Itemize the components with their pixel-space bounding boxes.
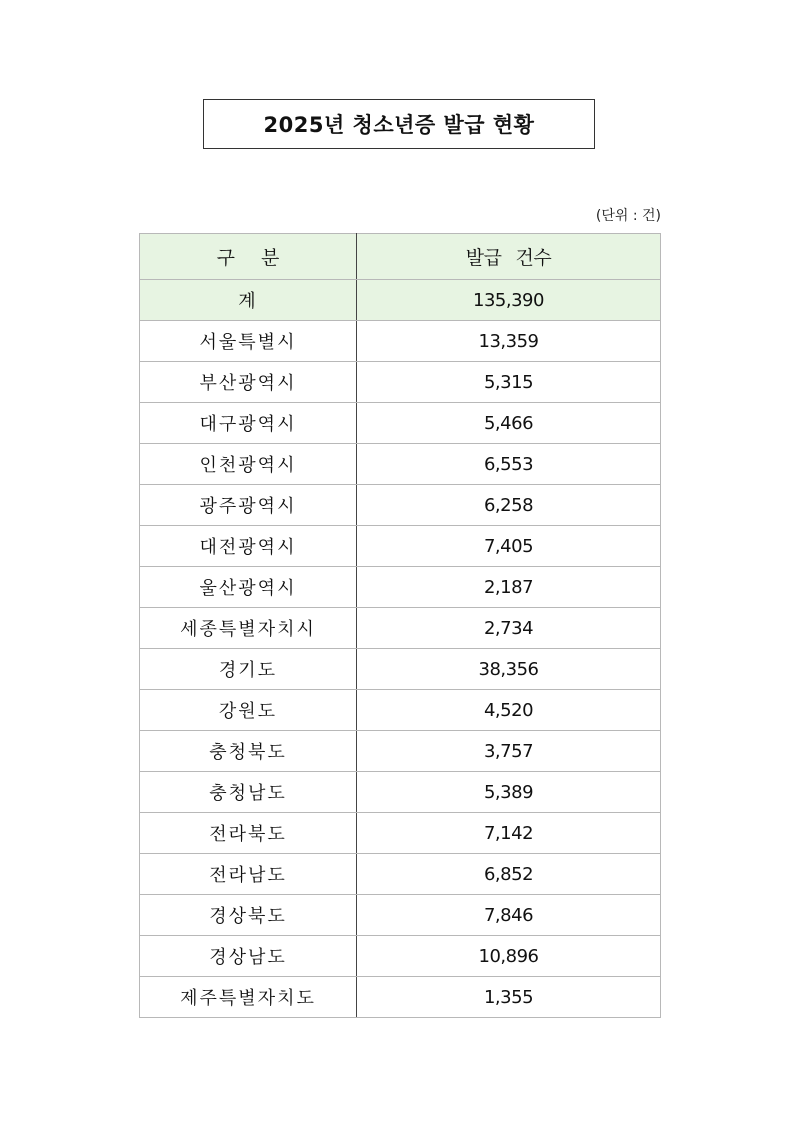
total-row: [140, 280, 661, 321]
region-cell: 광주광역시: [140, 485, 357, 526]
count-cell: 7,405: [357, 526, 661, 567]
count-cell: 6,553: [357, 444, 661, 485]
table-row: [140, 321, 661, 362]
table-row: [140, 608, 661, 649]
region-cell: 대구광역시: [140, 403, 357, 444]
issuance-table: [139, 233, 661, 1018]
region-cell: 경상남도: [140, 936, 357, 977]
count-cell: 7,846: [357, 895, 661, 936]
count-cell: 1,355: [357, 977, 661, 1018]
region-cell: 울산광역시: [140, 567, 357, 608]
region-cell: 서울특별시: [140, 321, 357, 362]
region-cell: 세종특별자치시: [140, 608, 357, 649]
page-title-text: 2025년 청소년증 발급 현황: [263, 113, 535, 137]
count-cell: 6,852: [357, 854, 661, 895]
total-label: 계: [140, 280, 357, 321]
count-cell: 2,187: [357, 567, 661, 608]
region-cell: 경기도: [140, 649, 357, 690]
table-row: [140, 731, 661, 772]
count-cell: 13,359: [357, 321, 661, 362]
region-cell: 충청남도: [140, 772, 357, 813]
region-cell: 부산광역시: [140, 362, 357, 403]
table-row: [140, 813, 661, 854]
table-row: [140, 977, 661, 1018]
region-cell: 강원도: [140, 690, 357, 731]
count-cell: 2,734: [357, 608, 661, 649]
table-row: [140, 895, 661, 936]
table-row: [140, 649, 661, 690]
count-cell: 38,356: [357, 649, 661, 690]
table-row: [140, 690, 661, 731]
count-cell: 4,520: [357, 690, 661, 731]
table-row: [140, 772, 661, 813]
region-cell: 인천광역시: [140, 444, 357, 485]
total-value: 135,390: [357, 280, 661, 321]
header-count: 발급 건수: [357, 234, 661, 280]
table-row: [140, 567, 661, 608]
table-row: [140, 444, 661, 485]
count-cell: 6,258: [357, 485, 661, 526]
unit-note: (단위 : 건): [595, 208, 661, 224]
region-cell: 경상북도: [140, 895, 357, 936]
table-row: [140, 485, 661, 526]
count-cell: 5,466: [357, 403, 661, 444]
table-row: [140, 854, 661, 895]
page-title: [203, 99, 595, 149]
count-cell: 10,896: [357, 936, 661, 977]
region-cell: 제주특별자치도: [140, 977, 357, 1018]
header-category: 구 분: [140, 234, 357, 280]
table-header-row: [140, 234, 661, 280]
count-cell: 5,389: [357, 772, 661, 813]
table-row: [140, 526, 661, 567]
region-cell: 전라북도: [140, 813, 357, 854]
table-row: [140, 936, 661, 977]
count-cell: 5,315: [357, 362, 661, 403]
count-cell: 7,142: [357, 813, 661, 854]
region-cell: 충청북도: [140, 731, 357, 772]
region-cell: 전라남도: [140, 854, 357, 895]
table-row: [140, 403, 661, 444]
count-cell: 3,757: [357, 731, 661, 772]
table-row: [140, 362, 661, 403]
region-cell: 대전광역시: [140, 526, 357, 567]
